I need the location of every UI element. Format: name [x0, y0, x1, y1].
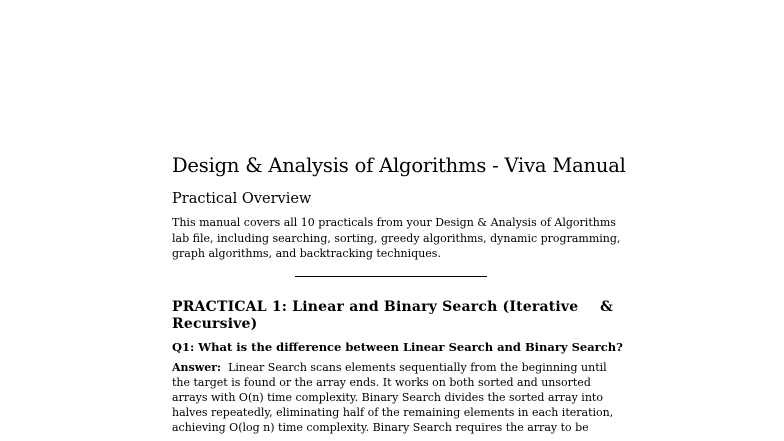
answer-label: Answer:: [172, 360, 222, 374]
practical-heading-line-1: [172, 299, 613, 316]
answer-line: halves repeatedly, eliminating half of the remaining elements in each iteration,: [172, 405, 614, 419]
practical-heading: [172, 299, 613, 333]
practical-heading-text: PRACTICAL 1: Linear and Binary Search (Iterative: [172, 298, 579, 315]
overview-line: lab file, including searching, sorting, greedy algorithms, dynamic programming,: [172, 231, 621, 245]
practical-heading-ampersand: &: [600, 298, 613, 315]
page-content: [172, 152, 626, 435]
overview-line: This manual covers all 10 practicals from your Design & Analysis of Algorithms: [172, 216, 616, 229]
document-title: Design & Analysis of Algorithms - Viva Manual: [172, 154, 626, 177]
answer-line: the target is found or the array ends. It works on both sorted and unsorted: [172, 375, 591, 389]
overview-line: graph algorithms, and backtracking techniques.: [172, 247, 441, 260]
answer-line: arrays with O(n) time complexity. Binary Search divides the sorted array into: [172, 390, 603, 404]
answer-line: achieving O(log n) time complexity. Binary Search requires the array to be: [172, 420, 589, 434]
practical-heading-line-2: Recursive): [172, 315, 258, 332]
answer-text: Linear Search scans elements sequentially from the beginning until: [228, 360, 607, 374]
answer-line: [172, 360, 613, 375]
overview-heading: Practical Overview: [172, 191, 312, 207]
question-1: Q1: What is the difference between Linear Search and Binary Search?: [172, 339, 623, 354]
section-divider: [295, 276, 487, 277]
overview-paragraph: [172, 215, 621, 262]
answer-1: [172, 360, 613, 435]
